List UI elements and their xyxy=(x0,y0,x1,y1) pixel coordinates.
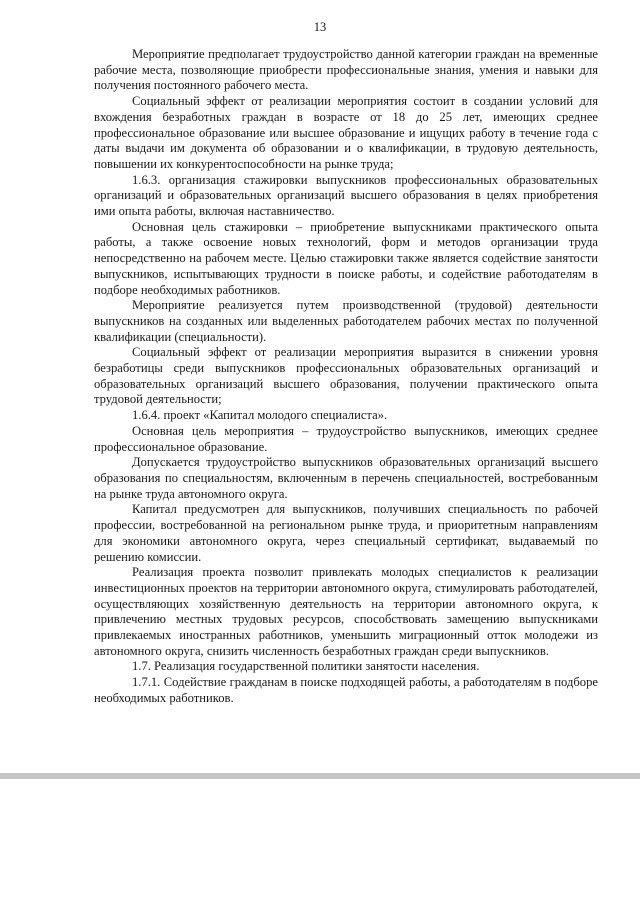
paragraph: Капитал предусмотрен для выпускников, получивших специальность по рабочей профессии, востребованной на региональном рынке труда, и приоритетным направлениям для экономики автономного округа, через специальный сертификат, выдаваемый по решению комиссии. xyxy=(94,502,598,564)
page-number: 13 xyxy=(313,20,327,34)
paragraph: Социальный эффект от реализации мероприятия состоит в создании условий для вхождения безработных граждан в возрасте от 18 до 25 лет, имеющих среднее профессиональное образование или высшее образование и ищущих работу в течение года с даты выдачи им документа об образовании и о квалификации, в трудовую деятельность, повышении их конкурентоспособности на рынке труда; xyxy=(94,94,598,171)
scan-edge-strip xyxy=(0,773,640,779)
paragraph: Реализация проекта позволит привлекать молодых специалистов к реализации инвестиционных проектов на территории автономного округа, стимулировать работодателей, осуществляющих хозяйственную деятельность на территории автономного округа, к привлечению местных трудовых ресурсов, способствовать замещению выпускниками привлекаемых иностранных работников, уменьшить миграционный отток молодежи из автономного округа, снизить численность безработных граждан среди выпускников. xyxy=(94,565,598,658)
paragraph-heading-1-6-3: 1.6.3. организация стажировки выпускников профессиональных образовательных организаций и образовательных организаций высшего образования в целях приобретения ими опыта работы, включая наставничество. xyxy=(94,172,598,219)
paragraph: Социальный эффект от реализации мероприятия выразится в снижении уровня безработицы среди выпускников профессиональных образовательных организаций и образовательных организаций высшего образования, получении практического опыта трудовой деятельности; xyxy=(94,345,598,407)
paragraph-heading-1-7: 1.7. Реализация государственной политики занятости населения. xyxy=(132,659,480,674)
document-body xyxy=(94,47,598,707)
paragraph: Мероприятие реализуется путем производственной (трудовой) деятельности выпускников на созданных или выделенных работодателем рабочих местах по полученной квалификации (специальности). xyxy=(94,298,598,344)
paragraph: Основная цель стажировки – приобретение выпускниками практического опыта работы, а также освоение новых технологий, форм и методов организации труда непосредственно на рабочем месте. Целью стажировки также является содействие занятости выпускников, испытывающих трудности в поиске работы, и содействие работодателям в подборе необходимых работников. xyxy=(94,219,598,297)
paragraph-heading-1-7-1: 1.7.1. Содействие гражданам в поиске подходящей работы, а работодателям в подборе необходимых работников. xyxy=(94,675,598,705)
page-bottom-margin xyxy=(0,773,640,905)
paragraph: Мероприятие предполагает трудоустройство данной категории граждан на временные рабочие места, позволяющие приобрести профессиональные знания, умения и навыки для получения постоянного рабочего места. xyxy=(94,47,598,93)
paragraph-heading-1-6-4: 1.6.4. проект «Капитал молодого специалиста». xyxy=(132,408,388,423)
paragraph: Основная цель мероприятия – трудоустройство выпускников, имеющих среднее профессиональное образование. xyxy=(94,423,598,454)
paragraph: Допускается трудоустройство выпускников образовательных организаций высшего образования по специальностям, включенным в перечень специальностей, востребованным на рынке труда автономного округа. xyxy=(94,455,598,501)
